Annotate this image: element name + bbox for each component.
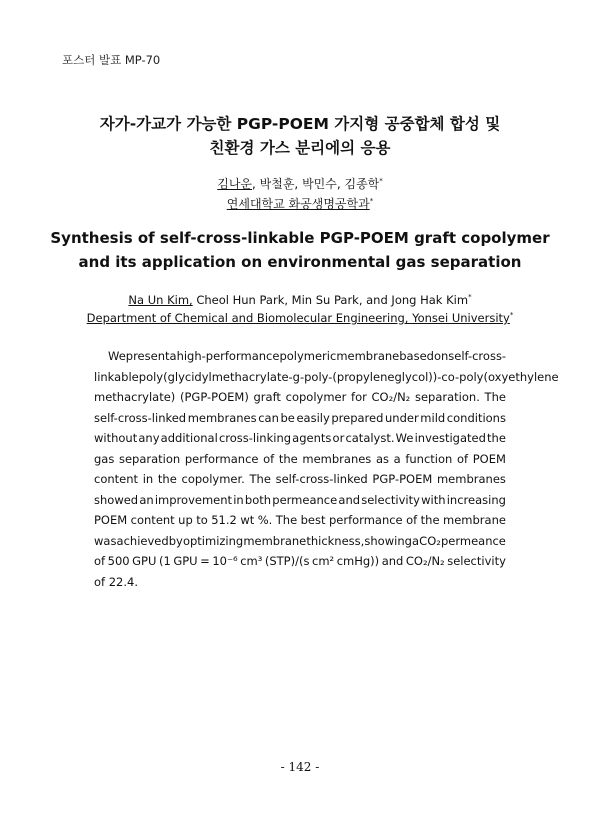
abstract-word: mild [420, 410, 446, 425]
english-title-line-2: and its application on environmental gas separation [78, 253, 522, 271]
abstract-word: be [280, 410, 295, 425]
abstract-word: poly(glycidyl [138, 369, 212, 384]
english-coauthors: Cheol Hun Park, Min Su Park, and Jong Hak Kim [192, 293, 469, 307]
english-affiliation-text: Department of Chemical and Biomolecular Engineering, Yonsei University [86, 311, 510, 325]
abstract-word: conditions [446, 410, 506, 425]
abstract-word: membrane [243, 533, 307, 548]
abstract-line: of 22.4. [94, 574, 139, 589]
abstract-word: content [130, 513, 175, 527]
abstract-word: CO₂/N₂ [371, 390, 411, 404]
abstract-word: for [351, 390, 367, 404]
abstract-word: POEM [472, 451, 506, 466]
abstract-line [94, 449, 506, 470]
abstract-word: cross-linking [218, 431, 292, 445]
abstract-word: (PGP-POEM) [179, 390, 249, 404]
abstract-word: The [249, 472, 271, 486]
affiliation-mark: * [369, 197, 374, 205]
english-presenting-author: Na Un Kim, [128, 293, 193, 307]
abstract-word: membrane [443, 513, 506, 527]
abstract-body [94, 346, 559, 592]
abstract-word: high-performance [176, 349, 280, 363]
abstract-word: linkable [94, 369, 139, 384]
abstract-word: an [139, 492, 154, 507]
abstract-word: selectivity [447, 554, 506, 568]
abstract-word: prepared [331, 410, 384, 425]
abstract-word: permeance [272, 492, 338, 507]
abstract-word: 51.2 [211, 513, 237, 527]
abstract-word: cmHg)) [336, 554, 380, 568]
abstract-word: the [420, 513, 440, 527]
abstract-word: methacrylate-g-poly-(propylene [211, 369, 395, 384]
abstract-word: performance [184, 451, 259, 466]
abstract-word: showed [94, 492, 139, 507]
korean-title-line-1: 자가-가교가 가능한 PGP-POEM 가지형 공중합체 합성 및 [99, 115, 501, 133]
abstract-word: on [433, 349, 449, 363]
abstract-word: function [405, 451, 453, 466]
abstract-word: easily [296, 410, 330, 425]
abstract-word: 500 [107, 554, 130, 568]
abstract-word: showing [364, 533, 412, 548]
abstract-word: methacrylate) [94, 390, 176, 404]
poster-session-tag: 포스터 발표 MP-70 [62, 53, 161, 67]
korean-presenting-author: 김나운 [217, 177, 253, 191]
abstract-word: was [94, 533, 117, 548]
abstract-word: as [375, 451, 389, 466]
abstract-line [94, 367, 559, 388]
english-corresponding-mark: * [468, 293, 472, 302]
abstract-word: = [200, 554, 210, 568]
abstract-word: self-cross-linked [94, 410, 187, 425]
abstract-word: GPU [132, 554, 157, 568]
abstract-word: separation. [414, 390, 480, 404]
abstract-word: of [263, 451, 275, 466]
abstract-word: performance [328, 513, 403, 527]
abstract-word: copolymer [285, 390, 347, 404]
abstract-word: by [168, 533, 183, 548]
abstract-word: of [406, 513, 418, 527]
abstract-word: selectivity [361, 492, 420, 507]
abstract-word: self-cross-linked [275, 472, 368, 486]
abstract-line [94, 531, 506, 552]
abstract-word: POEM [94, 513, 128, 527]
abstract-word: agents [292, 431, 332, 445]
korean-coauthors: , 박철훈, 박민수, 김종학 [252, 177, 380, 191]
abstract-word: catalyst. [345, 431, 395, 445]
abstract-word: GPU [173, 554, 198, 568]
korean-affiliation [0, 195, 600, 212]
abstract-line [94, 490, 506, 511]
abstract-word: best [300, 513, 326, 527]
abstract-word: in [233, 492, 244, 507]
abstract-word: membranes [302, 451, 372, 466]
abstract-word: thickness, [306, 533, 365, 548]
abstract-word: (STP)/(s [264, 554, 310, 568]
english-affiliation [0, 311, 600, 325]
abstract-word: can [258, 410, 279, 425]
abstract-line [94, 510, 506, 531]
abstract-word: CO₂ [419, 533, 441, 548]
abstract-line [94, 408, 506, 429]
abstract-word: permeance [440, 533, 506, 548]
abstract-word: any [138, 431, 160, 445]
abstract-word: content [94, 472, 139, 486]
abstract-word: membranes [187, 410, 257, 425]
abstract-word: self-cross- [448, 349, 507, 363]
abstract-word: membranes [436, 472, 506, 486]
abstract-word: in [142, 472, 154, 486]
english-title-line-1: Synthesis of self-cross-linkable PGP-POEM graft copolymer [50, 229, 550, 247]
abstract-word: cm³ [240, 554, 263, 568]
abstract-word: the [487, 431, 506, 445]
korean-title-line-2: 친환경 가스 분리에의 응용 [209, 139, 391, 157]
abstract-word: achieved [116, 533, 169, 548]
korean-affiliation-text: 연세대학교 화공생명공학과 [226, 197, 370, 211]
abstract-line [94, 428, 506, 449]
page-number: - 142 - [280, 760, 320, 774]
abstract-word: %. [257, 513, 273, 527]
abstract-word: copolymer. [181, 472, 245, 486]
corresponding-author-mark: * [379, 177, 383, 185]
abstract-word: to [196, 513, 208, 527]
abstract-word: investigated [414, 431, 486, 445]
abstract-word: up [178, 513, 193, 527]
abstract-word: of [456, 451, 469, 466]
abstract-word: based [399, 349, 434, 363]
abstract-line [94, 551, 506, 572]
abstract-word: additional [160, 431, 218, 445]
abstract-word: The [275, 513, 298, 527]
abstract-word: of [94, 554, 106, 568]
abstract-word: polymeric [279, 349, 337, 363]
abstract-word: without [94, 431, 138, 445]
abstract-word: gas [94, 451, 115, 466]
abstract-word: improvement [154, 492, 233, 507]
abstract-word: present [125, 349, 170, 363]
korean-authors [0, 175, 600, 192]
abstract-word: both [244, 492, 272, 507]
abstract-word: PGP-POEM [372, 472, 433, 486]
abstract-word: a [412, 533, 420, 548]
abstract-word: 10⁻⁶ [212, 554, 238, 568]
abstract-word: cm² [312, 554, 335, 568]
english-affiliation-mark: * [509, 311, 514, 320]
abstract-word: a [169, 349, 177, 363]
abstract-word: The [484, 390, 506, 404]
abstract-word: optimizing [182, 533, 244, 548]
abstract-word: under [385, 410, 419, 425]
abstract-line [94, 469, 506, 490]
abstract-word: and [381, 554, 404, 568]
abstract-word: increasing [446, 492, 506, 507]
abstract-word: (1 [158, 554, 171, 568]
abstract-word: separation [118, 451, 181, 466]
abstract-word: We [108, 349, 126, 363]
abstract-word: wt [240, 513, 255, 527]
abstract-word: a [393, 451, 401, 466]
abstract-word: We [395, 431, 414, 445]
abstract-word: and [338, 492, 361, 507]
abstract-word: graft [253, 390, 281, 404]
abstract-word: CO₂/N₂ [405, 554, 445, 568]
abstract-line [94, 346, 506, 367]
abstract-word: or [332, 431, 345, 445]
abstract-word: with [421, 492, 446, 507]
abstract-word: the [278, 451, 298, 466]
abstract-word: the [157, 472, 177, 486]
abstract-line [94, 387, 506, 408]
abstract-word: membrane [336, 349, 400, 363]
english-authors [0, 293, 600, 307]
abstract-word: glycol))-co-poly(oxyethylene [394, 369, 559, 384]
